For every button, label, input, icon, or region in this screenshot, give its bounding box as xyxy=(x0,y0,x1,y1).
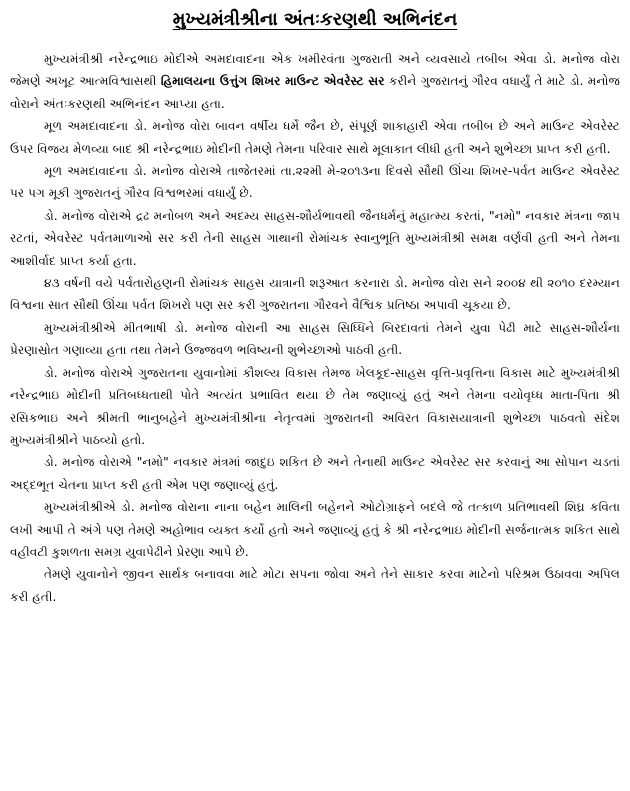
paragraph-8: ડો. મનોજ વોરાએ "નમો" નવકાર મંત્રમાં જાદુઇ શકિત છે અને તેનાથી માઉન્ટ એવરેસ્ટ સર કરવાનું આ સોપાન ચડતાં અદ્દભૂત ચેતના પ્રાપ્ત કરી હતી એમ પણ જણાવ્યું હતું. xyxy=(10,455,620,492)
page-title: મુખ્યમંત્રીશ્રીના અંતઃકરણથી અભિનંદન xyxy=(172,9,458,30)
paragraph-1 xyxy=(10,48,620,115)
paragraph-7: ડો. મનોજ વોરાએ ગુજરાતના યુવાનોમાં કૌશલ્ય વિકાસ તેમજ ખેલકૂદ-સાહસ વૃત્તિ-પ્રવૃત્તિના વિકાસ માટે મુખ્યમંત્રીશ્રી નરેન્દ્રભાઇ મોદીની પ્રતિબધ્ધતાથી પોતે અત્યંત પ્રભાવિત થયા છે તેમ જણાવ્યું હતું અને તેમના વયોવૃધ્ધ માતા-પિતા શ્રી રસિકભાઇ અને શ્રીમતી ભાનુબહેને મુખ્યમંત્રીશ્રીના નેતૃત્વમાં ગુજરાતની અવિરત વિકાસયાત્રાની શુભેચ્છા પાઠવતો સંદેશ મુખ્યમંત્રીશ્રીને પાઠવ્યો હતો. xyxy=(10,365,620,447)
paragraph-9: મુખ્યમંત્રીશ્રીએ ડો. મનોજ વોરાના નાના બહેન માલિની બહેનને ઓટોગ્રાફને બદલે જે તત્કાળ પ્રતિભાવથી શિઘ્ર કવિતા લખી આપી તે અંગે પણ તેમણે અહોભાવ વ્યક્ત કર્યો હતો અને જણાવ્યું હતું કે શ્રી નરેન્દ્રભાઇ મોદીની સર્જનાત્મક શકિત સાથે વહીવટી કુશળતા સમગ્ર યુવાપેઢીને પ્રેરણા આપે છે. xyxy=(10,500,620,559)
paragraph-2: મૂળ અમદાવાદના ડો. મનોજ વોરા બાવન વર્ષીય ધર્મે જૈન છે, સંપૂર્ણ શાકાહારી એવા તબીબ છે અને માઉન્ટ એવરેસ્ટ ઉપર વિજય મેળવ્યા બાદ શ્રી નરેન્દ્રભાઇ મોદીની તેમણે તેમના પરિવાર સાથે મૂલાકાત લીધી હતી અને શુભેચ્છા પ્રાપ્ત કરી હતી. xyxy=(10,119,620,156)
paragraph-10: તેમણે યુવાનોને જીવન સાર્થક બનાવવા માટે મોટા સપના જોવા અને તેને સાકાર કરવા માટેનો પરિશ્રમ ઉઠાવવા અપિલ કરી હતી. xyxy=(10,567,620,604)
paragraph-4: ડો. મનોજ વોરાએ દ્રઢ મનોબળ અને અદમ્ય સાહસ-શૌર્યભાવથી જૈનધર્મનું મહાત્મ્ય કરતાં, "નમો" નવકાર મંત્રના જાપ રટતાં, એવરેસ્ટ પર્વતમાળાઓ સર કરી તેની સાહસ ગાથાની રોમાંચક સ્વાનુભૂતિ મુખ્યમંત્રીશ્રી સમક્ષ વર્ણવી હતી અને તેમના આશીર્વાદ પ્રાપ્ત કર્યા હતા. xyxy=(10,208,620,268)
paragraph-5: ૪૩ વર્ષની વયે પર્વતારોહણની રોમાંચક સાહસ યાત્રાની શરૂઆત કરનારા ડો. મનોજ વોરા સને ૨૦૦૪ થી ૨૦૧૦ દરમ્યાન વિશ્વના સાત સૌથી ઊંચા પર્વત શિખરો પણ સર કરી ગુજરાતના ગૌરવને વૈશ્વિક પ્રતિષ્ઠા અપાવી ચૂકયા છે. xyxy=(10,276,620,313)
paragraph-6: મુખ્યમંત્રીશ્રીએ મીતભાષી ડો. મનોજ વોરાની આ સાહસ સિધ્ધિને બિરદાવતાં તેમને યુવા પેઢી માટે સાહસ-શૌર્યના પ્રેરણાસ્રોત ગણાવ્યા હતા તથા તેમને ઉજ્જવળ ભવિષ્યની શુભેચ્છાઓ પાઠવી હતી. xyxy=(10,320,620,358)
paragraph-3: મૂળ અમદાવાદના ડો. મનોજ વોરાએ તાજેતરમાં તા.૨૨મી મે-૨૦૧૩ના દિવસે સૌથી ઊંચા શિખર-પર્વત માઉન્ટ એવરેસ્ટ પર પગ મૂકી ગુજરાતનું ગૌરવ વિશ્વભરમાં વધાર્યું છે. xyxy=(10,164,620,201)
paragraph-1-text-start: મુખ્યમંત્રીશ્રી નરેન્દ્રભાઇ મોદીએ અમદાવાદના એક ખમીરવંતા ગુજરાતી અને વ્યવસાયે તબીબ એવા ડો. મનોજ વોરા જેમણે અખૂટ આત્મવિશ્વાસથી xyxy=(10,52,620,89)
paragraph-1-bold-phrase: હિમાલયના ઉત્તુંગ શિખર માઉન્ટ એવરેસ્ટ સર xyxy=(160,74,385,89)
paragraph-1-text-end: કરીને ગુજરાતનું ગૌરવ વધાર્યું તે માટે ડો. મનોજ વોરાને અંતઃકરણથી અભિનંદન આપ્યા હતા. xyxy=(10,74,620,111)
